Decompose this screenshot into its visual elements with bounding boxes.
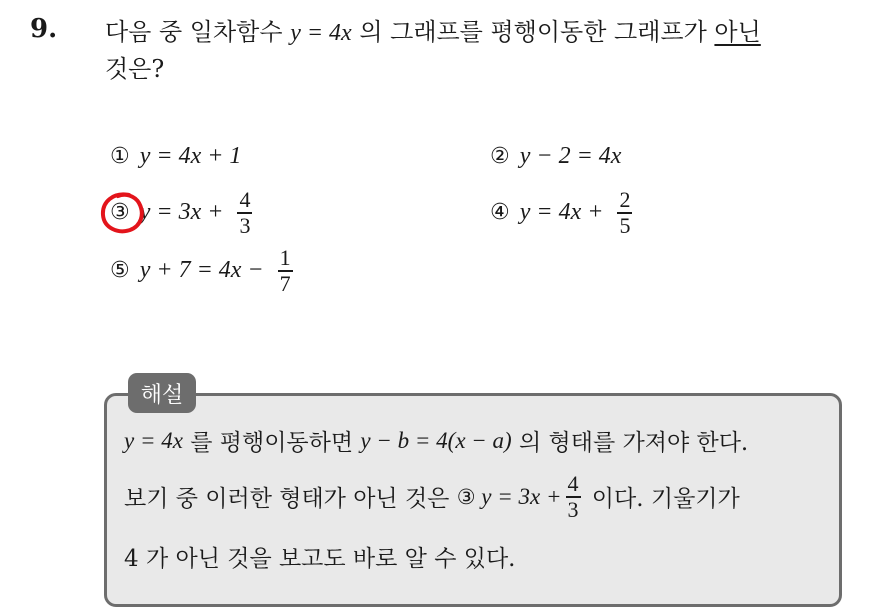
solution-line-1 (124, 424, 748, 457)
solution-line-2-number: ③ (456, 484, 476, 509)
option-5-denominator: 7 (279, 270, 291, 296)
option-4-numerator: 2 (619, 187, 631, 212)
option-5-fraction (278, 246, 293, 296)
option-4-lhs: y = 4x + (519, 199, 604, 226)
option-5[interactable] (110, 246, 297, 296)
solution-line-2-numerator: 4 (567, 471, 579, 496)
solution-line-1-text2: 의 형태를 가져야 한다. (511, 430, 749, 456)
question-equation: y = 4x (290, 20, 352, 46)
solution-line-1-eq1: y = 4x (124, 427, 183, 453)
question-number: 9. (30, 14, 58, 44)
option-4-denominator: 5 (619, 212, 631, 238)
option-4[interactable] (490, 188, 636, 238)
option-3-lhs: y = 3x + (139, 199, 224, 226)
solution-line-2-lhs: y = 3x + (475, 483, 562, 509)
solution-line-2 (124, 472, 740, 522)
solution-line-1-text1: 를 평행이동하면 (182, 430, 361, 456)
solution-line-2-text2: 이다. 기울기가 (584, 486, 740, 513)
option-4-number: ④ (490, 200, 510, 226)
solution-line-3 (124, 540, 516, 573)
option-1-number: ① (110, 144, 130, 169)
option-5-lhs: y + 7 = 4x − (139, 257, 264, 284)
option-5-numerator: 1 (279, 245, 291, 270)
solution-line-2-text1: 보기 중 이러한 형태가 아닌 것은 (124, 486, 457, 513)
option-3-number: ③ (110, 200, 130, 226)
option-1-expression: y = 4x + 1 (139, 143, 242, 169)
option-1[interactable] (110, 143, 241, 170)
solution-line-2-denominator: 3 (567, 496, 579, 522)
option-2[interactable] (490, 143, 621, 170)
solution-line-2-fraction (566, 472, 581, 522)
solution-line-1-eq2: y − b = 4(x − a) (360, 427, 512, 453)
question-text-line2: 것은? (105, 55, 165, 83)
question-text-before: 다음 중 일차함수 (105, 18, 291, 46)
solution-tag: 해설 (128, 373, 196, 413)
solution-line-3-text: 4 가 아닌 것을 보고도 바로 알 수 있다. (124, 546, 516, 572)
option-3-denominator: 3 (239, 212, 251, 238)
question-emphasis: 아닌 (714, 18, 761, 46)
question-text (105, 14, 865, 87)
option-2-number: ② (490, 144, 510, 169)
option-3-numerator: 4 (239, 187, 251, 212)
answer-circle-mark (99, 190, 147, 236)
option-2-expression: y − 2 = 4x (519, 143, 622, 169)
option-5-number: ⑤ (110, 258, 130, 284)
option-3-fraction (237, 188, 252, 238)
question-text-after: 의 그래프를 평행이동한 그래프가 (351, 18, 715, 46)
option-4-fraction (617, 188, 632, 238)
